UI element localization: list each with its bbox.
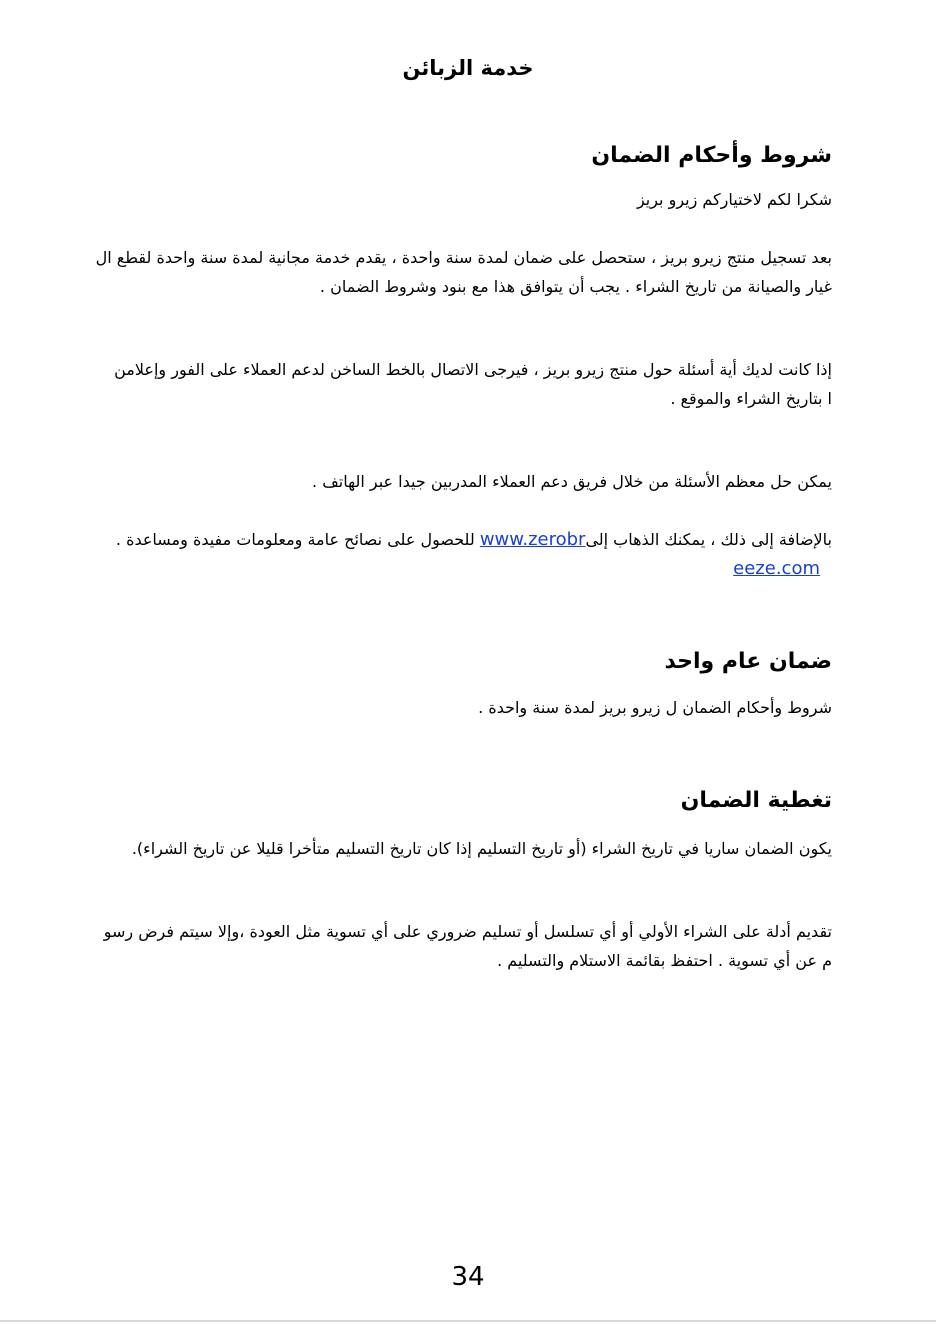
page-number: 34 <box>451 1262 485 1292</box>
registration-paragraph <box>80 243 832 301</box>
support-paragraph <box>80 467 832 496</box>
coverage-heading: تغطية الضمان <box>680 788 832 813</box>
website-suffix: للحصول على نصائح عامة ومعلومات مفيدة ومساعدة . <box>115 530 475 549</box>
thanks-paragraph <box>80 185 832 214</box>
validity-text: يكون الضمان ساريا في تاريخ الشراء (أو تاريخ التسليم إذا كان تاريخ التسليم متأخرا قليلا عن تاريخ الشراء). <box>131 839 832 858</box>
thanks-text: شكرا لكم لاختياركم زيرو بريز <box>636 190 832 209</box>
website-line-2 <box>80 554 832 583</box>
website-link[interactable]: www.zerobr <box>479 529 586 550</box>
support-text: يمكن حل معظم الأسئلة من خلال فريق دعم العملاء المدربين جيدا عبر الهاتف . <box>312 472 832 491</box>
terms-heading: شروط وأحكام الضمان <box>591 143 832 168</box>
one-year-heading: ضمان عام واحد <box>664 649 832 674</box>
questions-line-2: ا بتاريخ الشراء والموقع . <box>670 389 832 408</box>
website-paragraph <box>80 525 832 583</box>
registration-line-1: بعد تسجيل منتج زيرو بريز ، ستحصل على ضمان لمدة سنة واحدة ، يقدم خدمة مجانية لمدة سنة واحدة لقطع ال <box>95 248 832 267</box>
proof-line-1: تقديم أدلة على الشراء الأولي أو أي تسلسل أو تسليم ضروري على أي تسوية مثل العودة ،وإلا سيتم فرض رسو <box>103 922 832 941</box>
proof-paragraph <box>80 917 832 975</box>
questions-paragraph <box>80 355 832 413</box>
questions-line-1: إذا كانت لديك أية أسئلة حول منتج زيرو بريز ، فيرجى الاتصال بالخط الساخن لدعم العملاء على الفور وإعلامن <box>114 360 832 379</box>
website-prefix: بالإضافة إلى ذلك ، يمكنك الذهاب إلى <box>585 530 832 549</box>
one-year-paragraph <box>80 693 832 722</box>
validity-paragraph <box>80 834 832 863</box>
website-link-continued[interactable]: eeze.com <box>733 558 820 579</box>
page-bottom-divider <box>0 1320 936 1322</box>
page-title: خدمة الزبائن <box>402 56 534 80</box>
proof-line-2: م عن أي تسوية . احتفظ بقائمة الاستلام والتسليم . <box>497 951 832 970</box>
one-year-text: شروط وأحكام الضمان ل زيرو بريز لمدة سنة واحدة . <box>478 698 832 717</box>
registration-line-2: غيار والصيانة من تاريخ الشراء . يجب أن يتوافق هذا مع بنود وشروط الضمان . <box>319 277 832 296</box>
website-line-1 <box>80 525 832 554</box>
